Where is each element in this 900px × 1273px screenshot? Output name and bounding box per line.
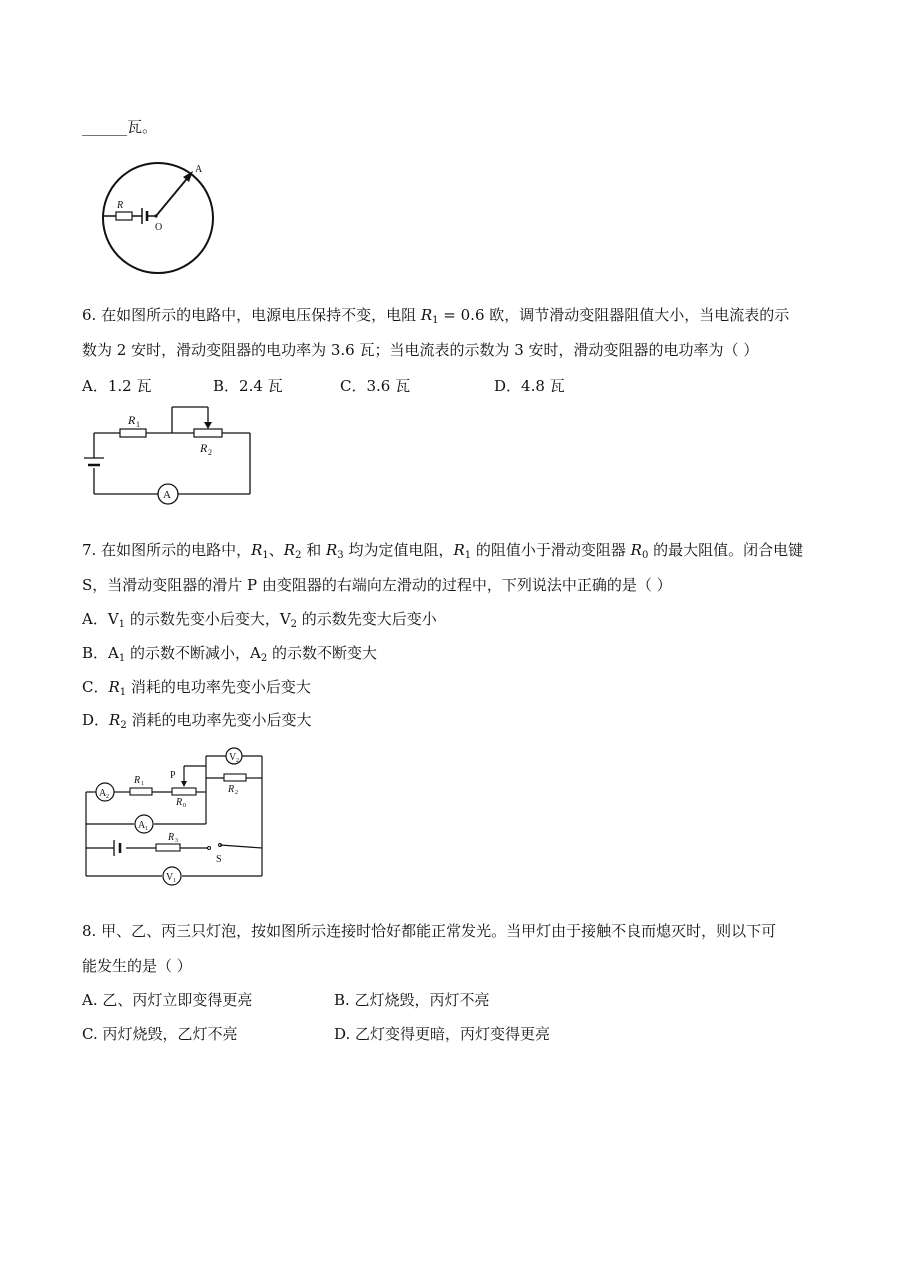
q6-option-d: D．4.8 瓦 [494,377,565,395]
q5-blank: ______ [82,118,127,136]
q8-option-d: D. 乙灯变得更暗，丙灯变得更亮 [334,1025,551,1043]
q6-stem-line2: 数为 2 安时，滑动变阻器的电功率为 3.6 瓦；当电流表的示数为 3 安时，滑动变阻器的电功率为（ ） [82,341,759,359]
q7-opt-d-r: R [109,711,121,729]
fig7-a1-label: A [138,820,146,831]
q7-text-6: 的最大阻值。闭合电键 [648,541,804,559]
fig7-a1-sub: 1 [145,826,148,832]
q7-opt-d-1: D． [82,711,110,729]
q7-r2: R [283,541,296,559]
q8-option-b: B. 乙灯烧毁，丙灯不亮 [334,991,490,1009]
q6-option-c: C．3.6 瓦 [340,377,411,395]
q7-opt-a-2: 的示数先变小后变大，V [125,610,291,628]
q7-opt-b-3: 的示数不断变大 [267,644,377,662]
fig6-ammeter-label: A [163,489,171,501]
fig7-a2-label: A [99,788,107,799]
fig7-s-label: S [216,854,222,865]
q7-r3-sub: 3 [337,550,344,561]
q7-opt-a-sub1: 1 [118,619,126,630]
q8-stem-line1: 8. 甲、乙、丙三只灯泡，按如图所示连接时恰好都能正常发光。当甲灯由于接触不良而熄灭时，则以下可 [82,922,777,940]
q7-r1-sub: 1 [262,550,269,561]
fig5-a-label: A [195,164,203,175]
q7-r2-sub: 2 [295,550,302,561]
q8-option-c: C. 丙灯烧毁，乙灯不亮 [82,1025,238,1043]
q5-circuit-diagram [100,160,240,280]
q7-option-b [82,643,377,663]
q7-text-3: 和 [301,541,326,559]
q7-text-2: 、 [268,541,284,559]
q7-opt-c-1: C． [82,678,109,696]
q7-circuit-diagram [84,742,266,888]
fig7-v1-sub: 1 [173,878,176,884]
q6-stem-line1 [82,305,789,325]
q7-text-5: 的阻值小于滑动变阻器 [471,541,631,559]
q7-r1: R [251,541,263,559]
q7-opt-c-2: 消耗的电功率先变小后变大 [126,678,311,696]
fig7-r3-label: R [168,832,175,843]
q7-opt-b-1: B．A [82,644,119,662]
q6-circuit-diagram [80,400,260,505]
q6-r-symbol: R [420,306,433,324]
q7-opt-a-sub2: 2 [290,619,298,630]
fig7-r3-sub: 3 [175,838,178,844]
q6-option-b: B．2.4 瓦 [213,377,283,395]
q7-stem-line2: S，当滑动变阻器的滑片 P 由变阻器的右端向左滑动的过程中，下列说法中正确的是（ ） [82,576,672,594]
fig7-r2-label: R [228,784,235,795]
q6-option-a: A．1.2 瓦 [82,377,152,395]
q7-option-d [82,710,311,730]
fig7-a2-sub: 2 [106,794,109,800]
q7-option-c [82,677,311,697]
fig7-r2-sub: 2 [235,790,238,796]
q7-opt-a-1: A．V [82,610,119,628]
q5-answer-line [82,117,157,137]
fig7-r0-sub: 0 [183,803,186,809]
q7-stem-line1 [82,540,803,560]
q7-r3: R [326,541,338,559]
fig7-r1-label: R [134,775,141,786]
fig7-v2-sub: 2 [236,758,239,764]
fig5-o-label: O [155,222,163,233]
q8-stem-line2: 能发生的是（ ） [82,957,192,975]
q7-r1b-sub: 1 [464,550,472,561]
fig7-v2-label: V [229,752,237,763]
q8-option-a: A. 乙、丙灯立即变得更亮 [82,991,253,1009]
fig6-r2-sub: 2 [208,448,212,457]
fig6-r2-label: R [200,441,208,455]
q5-unit: 瓦。 [127,118,158,136]
q6-text-b: = 0.6 欧，调节滑动变阻器阻值大小，当电流表的示 [438,306,790,324]
q7-opt-b-sub2: 2 [260,653,268,664]
q6-r-sub: 1 [432,315,439,326]
q7-opt-d-2: 消耗的电功率先变小后变大 [126,711,312,729]
fig6-r1-label: R [128,413,136,427]
fig7-r1-sub: 1 [141,781,144,787]
q7-opt-c-sub: 1 [119,687,127,698]
fig7-p-label: P [170,770,176,781]
q7-opt-d-sub: 2 [120,720,127,731]
q7-r1b: R [453,541,465,559]
q7-text-1: 7. 在如图所示的电路中， [82,541,252,559]
q7-opt-c-r: R [108,678,120,696]
q7-opt-a-3: 的示数先变大后变小 [297,610,437,628]
fig5-r-label: R [117,200,124,211]
q7-opt-b-2: 的示数不断减小，A [125,644,261,662]
q7-r0-sub: 0 [641,550,649,561]
q7-opt-b-sub1: 1 [118,653,126,664]
q7-r0: R [630,541,642,559]
fig7-r0-label: R [176,797,183,808]
fig7-v1-label: V [166,872,174,883]
fig6-r1-sub: 1 [136,420,140,429]
q7-option-a [82,609,437,629]
q7-text-4: 均为定值电阻， [343,541,454,559]
q6-text-a: 6. 在如图所示的电路中，电源电压保持不变，电阻 [82,306,421,324]
